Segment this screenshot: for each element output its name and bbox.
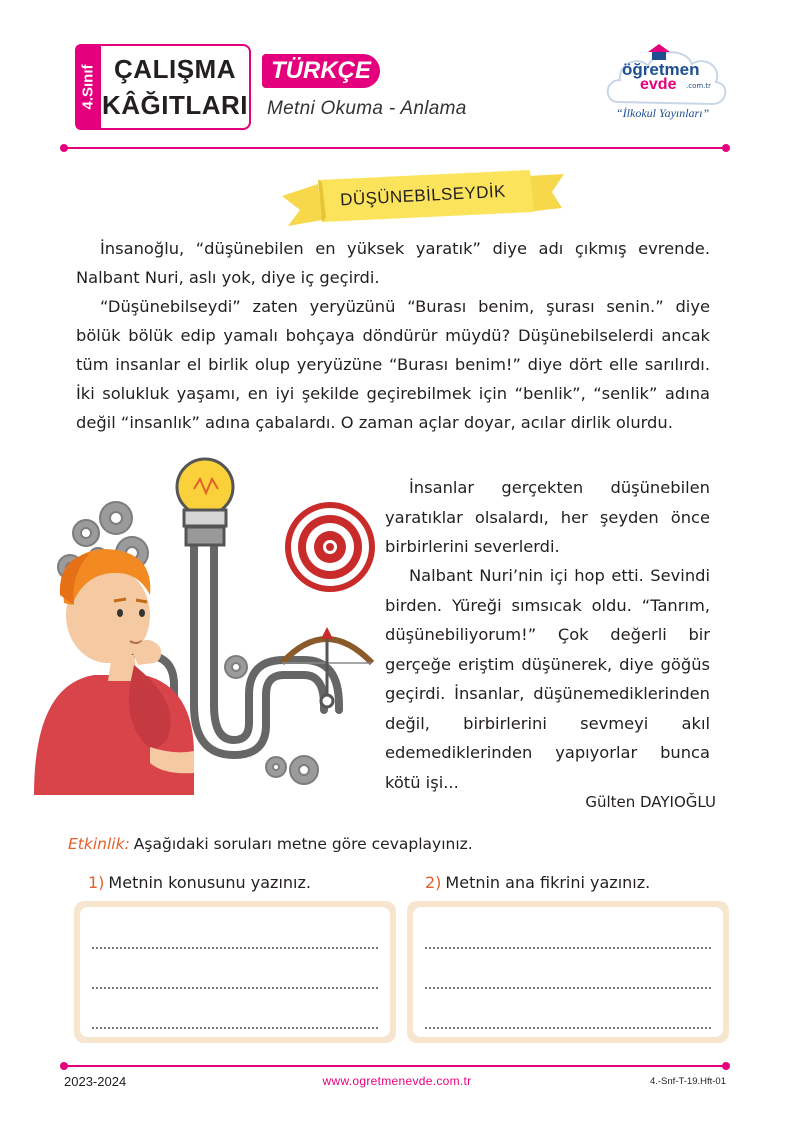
answer-area-2[interactable]	[413, 907, 723, 1037]
logo-tld: .com.tr	[686, 82, 712, 90]
answer-box-1[interactable]	[74, 901, 396, 1043]
story-title: DÜŞÜNEBİLSEYDİK	[339, 181, 507, 210]
footer-website-link[interactable]: www.ogretmenevde.com.tr	[322, 1074, 472, 1088]
activity-instruction	[68, 835, 473, 853]
logo-name-part2: evde	[640, 76, 677, 93]
story-paragraph-2: “Düşünebilseydi” zaten yeryüzünü “Burası benim, şurası senin.” diye bölük bölük edip yamalı bohçaya döndürür müydü? Düşünebilselerdi ancak tüm insanlar el birlik olup yeryüzüne “Burası benim!” diye dört elle sarılırdı. İki solukluk yaşamı, en iyi şekilde geçirebilmek için “benlik”, “senlik” adına değil “insanlık” adına çabalardı. O zaman açlar doyar, acılar dirlik olurdu.	[76, 297, 710, 432]
lightbulb-icon	[177, 459, 233, 545]
footer-year: 2023-2024	[64, 1074, 127, 1089]
story-title-banner	[282, 168, 564, 232]
logo-name-part1: öğretmen	[622, 60, 700, 79]
answer-line[interactable]	[92, 1027, 378, 1029]
subject-badge: TÜRKÇE	[262, 54, 380, 88]
activity-text: Aşağıdaki soruları metne göre cevaplayınız.	[133, 835, 473, 853]
footer-divider	[64, 1065, 726, 1067]
story-author: Gülten DAYIOĞLU	[585, 793, 716, 811]
logo-tagline: “İlkokul Yayınları”	[616, 106, 710, 120]
question-2	[425, 873, 650, 892]
story-paragraph-3: İnsanlar gerçekten düşünebilen yaratıklar olsalardı, her şeyden önce birbirlerini severlerdi.	[385, 478, 710, 556]
answer-line[interactable]	[92, 947, 378, 949]
question-1-text: Metnin konusunu yazınız.	[108, 873, 311, 892]
answer-line[interactable]	[92, 987, 378, 989]
answer-line[interactable]	[425, 947, 711, 949]
target-icon	[288, 505, 372, 589]
grade-label: 4.Sınıf	[79, 64, 97, 110]
worksheet-title	[101, 44, 251, 130]
thinking-person-illustration	[34, 455, 380, 795]
answer-area-1[interactable]	[80, 907, 390, 1037]
question-1	[88, 873, 311, 892]
question-2-number: 2)	[425, 873, 442, 892]
topic-subtitle: Metni Okuma - Anlama	[267, 98, 467, 119]
publisher-logo	[604, 42, 728, 132]
story-paragraph-4: Nalbant Nuri’nin içi hop etti. Sevindi birden. Yüreği sımsıcak oldu. “Tanrım, düşünebiliyorum!” Çok değerli bir gerçeğe eriştim düşünerek, diye göğüs geçirdi. İnsanlar, düşünemediklerinden değil, birbirlerini sevmeyi akıl edemediklerinden yapıyorlar bunca kötü işi...	[385, 566, 710, 792]
story-paragraph-1: İnsanoğlu, “düşünebilen en yüksek yaratık” diye adı çıkmış evrende. Nalbant Nuri, aslı yok, diye iç geçirdi.	[76, 239, 710, 287]
title-line-2: KÂĞITLARI	[101, 90, 249, 120]
answer-line[interactable]	[425, 1027, 711, 1029]
question-2-text: Metnin ana fikrini yazınız.	[445, 873, 651, 892]
question-1-number: 1)	[88, 873, 105, 892]
grade-tab	[75, 44, 101, 130]
header-divider	[64, 147, 726, 149]
activity-label: Etkinlik:	[68, 835, 130, 853]
footer-code: 4.-Snf-T-19.Hft-01	[649, 1076, 726, 1087]
answer-line[interactable]	[425, 987, 711, 989]
bow-arrow-icon	[282, 627, 372, 707]
answer-box-2[interactable]	[407, 901, 729, 1043]
title-line-1: ÇALIŞMA	[114, 54, 236, 84]
